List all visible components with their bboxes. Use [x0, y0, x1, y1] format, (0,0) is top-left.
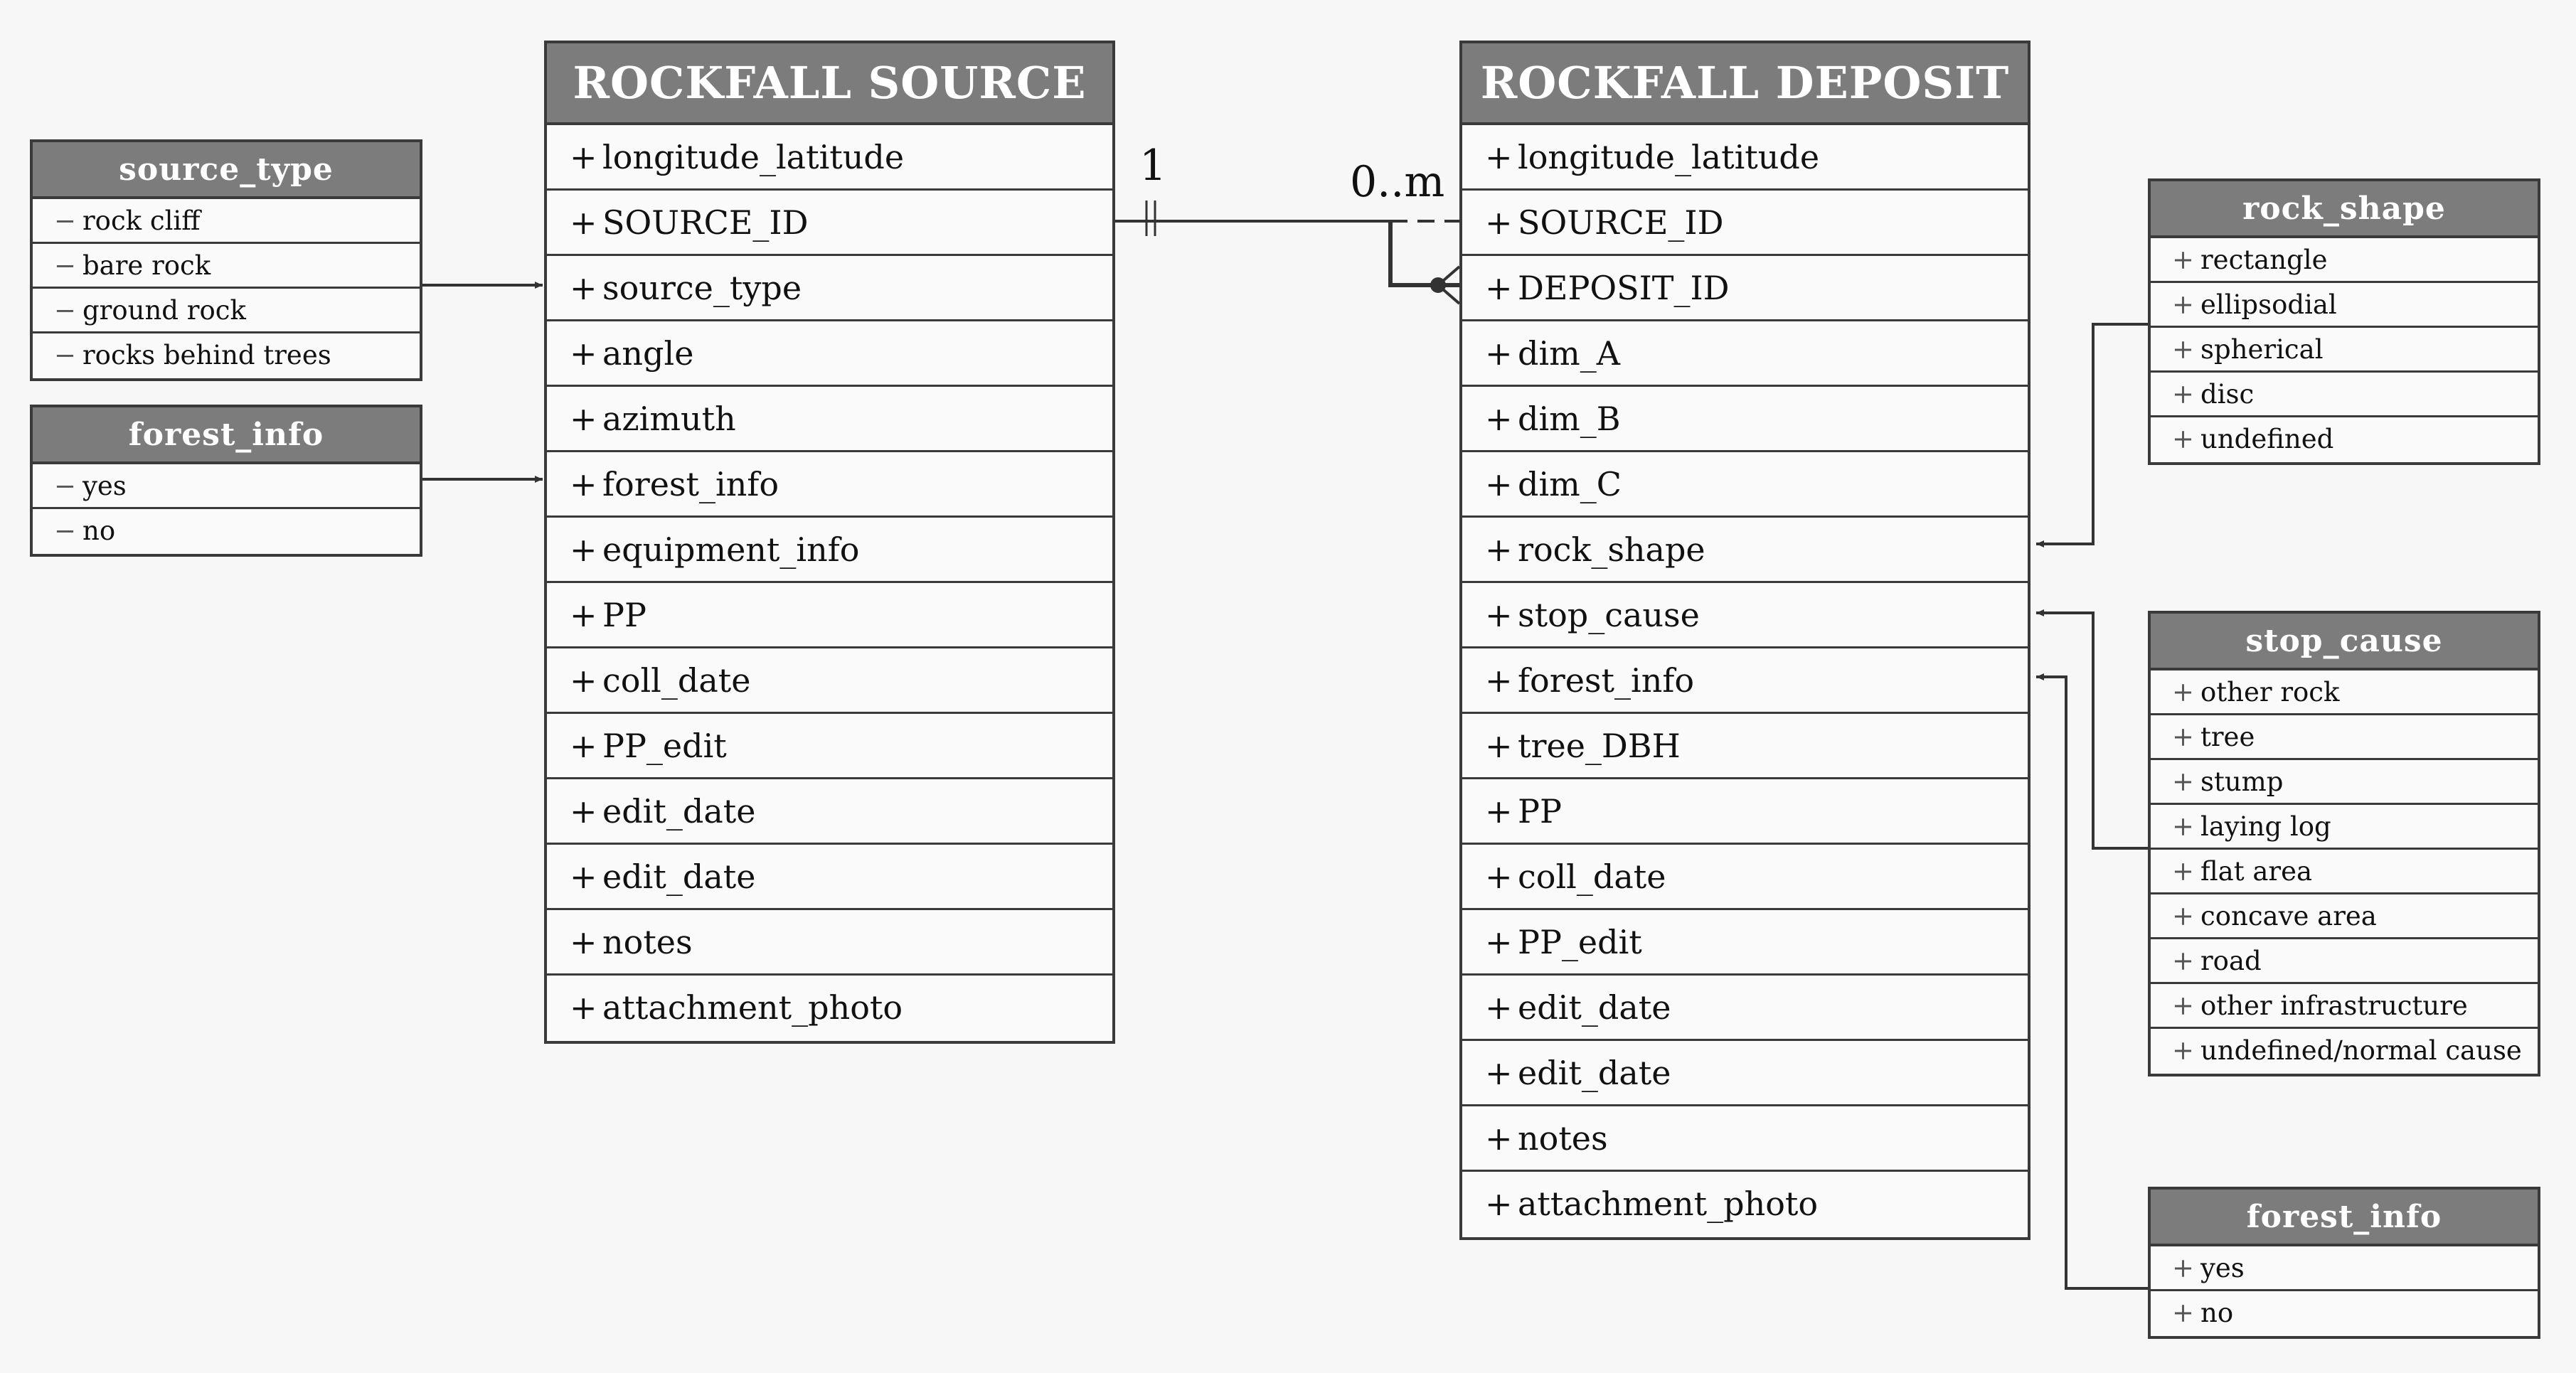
plus-marker: + [2172, 811, 2195, 842]
field-row [1462, 976, 2028, 1041]
field-label: DEPOSIT_ID [1518, 269, 1730, 307]
field-row [1462, 714, 2028, 779]
plus-marker: + [570, 792, 597, 830]
field-label: rocks behind trees [83, 340, 331, 370]
field-label: PP_edit [1518, 923, 1642, 961]
field-row [2151, 760, 2538, 805]
field-label: dim_C [1518, 465, 1622, 503]
plus-marker: + [570, 858, 597, 896]
plus-marker: + [2172, 946, 2195, 976]
forest-info-right-table [2148, 1187, 2540, 1339]
field-label: road [2200, 946, 2262, 976]
plus-marker: + [2172, 245, 2195, 275]
field-row [547, 321, 1112, 387]
plus-marker: + [2172, 424, 2195, 454]
plus-marker: + [1485, 1185, 1513, 1223]
rock-shape-title: rock_shape [2151, 181, 2538, 238]
plus-marker: + [1485, 1054, 1513, 1092]
field-label: edit_date [602, 792, 756, 830]
field-label: no [2200, 1298, 2234, 1328]
field-row [547, 387, 1112, 452]
field-label: edit_date [602, 858, 756, 896]
field-label: equipment_info [602, 530, 860, 569]
field-label: rock cliff [83, 205, 201, 236]
plus-marker: + [2172, 289, 2195, 320]
field-label: tree [2200, 722, 2255, 752]
field-row [2151, 1029, 2538, 1074]
plus-marker: + [570, 334, 597, 373]
forest-info-left-table [30, 405, 422, 557]
one-cardinality-label: 1 [1139, 141, 1167, 191]
plus-marker: + [570, 138, 597, 176]
minus-marker: − [54, 205, 77, 236]
field-label: angle [602, 334, 694, 373]
field-row [2151, 373, 2538, 417]
field-row [1462, 256, 2028, 321]
crows-foot-dot [1430, 277, 1446, 293]
field-row [2151, 715, 2538, 760]
field-row [2151, 238, 2538, 283]
field-row [33, 509, 420, 554]
plus-marker: + [570, 400, 597, 438]
rockfall-source-table [544, 41, 1115, 1044]
source-type-table [30, 139, 422, 381]
field-row [2151, 939, 2538, 984]
minus-marker: − [54, 515, 77, 546]
plus-marker: + [570, 988, 597, 1027]
field-label: stop_cause [1518, 596, 1700, 634]
field-label: concave area [2200, 901, 2377, 931]
rockfall-source-title: ROCKFALL SOURCE [547, 43, 1112, 125]
field-label: dim_A [1518, 334, 1620, 373]
field-label: flat area [2200, 856, 2313, 887]
rock-shape-items [2151, 238, 2538, 462]
field-row [547, 125, 1112, 191]
field-label: other infrastructure [2200, 990, 2468, 1021]
field-label: rock_shape [1518, 530, 1705, 569]
field-row [547, 256, 1112, 321]
field-row [547, 845, 1112, 910]
minus-marker: − [54, 250, 77, 281]
plus-marker: + [2172, 722, 2195, 752]
rockfall-deposit-title: ROCKFALL DEPOSIT [1462, 43, 2028, 125]
plus-marker: + [570, 465, 597, 503]
source-type-title: source_type [33, 142, 420, 199]
stop-cause-items [2151, 671, 2538, 1074]
field-label: forest_info [602, 465, 779, 503]
plus-marker: + [2172, 334, 2195, 365]
field-row [1462, 125, 2028, 191]
field-row [547, 779, 1112, 845]
field-row [547, 452, 1112, 518]
field-row [1462, 1172, 2028, 1237]
field-label: ellipsodial [2200, 289, 2337, 320]
field-label: bare rock [83, 250, 211, 281]
field-row [547, 910, 1112, 976]
plus-marker: + [1485, 727, 1513, 765]
plus-marker: + [1485, 596, 1513, 634]
plus-marker: + [570, 530, 597, 569]
minus-marker: − [54, 295, 77, 326]
stop-cause-table [2148, 611, 2540, 1077]
plus-marker: + [1485, 661, 1513, 700]
field-row [1462, 191, 2028, 256]
field-row [1462, 452, 2028, 518]
rockfall-deposit-table [1459, 41, 2031, 1240]
connector-stop-cause [2036, 613, 2149, 848]
field-row [2151, 671, 2538, 715]
forest-info-right-title: forest_info [2151, 1190, 2538, 1246]
field-label: PP [1518, 792, 1562, 830]
field-label: stump [2200, 766, 2284, 797]
field-row [33, 199, 420, 244]
field-label: ground rock [83, 295, 246, 326]
field-row [547, 191, 1112, 256]
plus-marker: + [1485, 400, 1513, 438]
plus-marker: + [1485, 138, 1513, 176]
field-row [2151, 417, 2538, 462]
field-row [33, 289, 420, 333]
field-label: attachment_photo [1518, 1185, 1819, 1223]
plus-marker: + [1485, 334, 1513, 373]
field-label: edit_date [1518, 988, 1671, 1027]
field-row [1462, 910, 2028, 976]
field-row [33, 464, 420, 509]
field-label: notes [602, 923, 693, 961]
field-label: yes [83, 471, 127, 501]
plus-marker: + [570, 269, 597, 307]
plus-marker: + [1485, 203, 1513, 242]
field-label: other rock [2200, 677, 2340, 707]
connector-rock-shape [2036, 324, 2149, 544]
plus-marker: + [2172, 990, 2195, 1021]
field-label: azimuth [602, 400, 736, 438]
plus-marker: + [1485, 988, 1513, 1027]
field-label: SOURCE_ID [1518, 203, 1724, 242]
field-row [1462, 321, 2028, 387]
plus-marker: + [570, 203, 597, 242]
field-label: yes [2200, 1253, 2245, 1283]
field-label: no [83, 515, 116, 546]
field-row [547, 976, 1112, 1041]
plus-marker: + [1485, 465, 1513, 503]
field-label: coll_date [1518, 858, 1666, 896]
field-row [1462, 779, 2028, 845]
many-cardinality-label: 0..m [1350, 157, 1445, 207]
field-label: PP_edit [602, 727, 727, 765]
plus-marker: + [570, 727, 597, 765]
field-row [2151, 894, 2538, 939]
rockfall-deposit-fields [1462, 125, 2028, 1237]
stop-cause-title: stop_cause [2151, 614, 2538, 671]
field-row [547, 518, 1112, 583]
field-label: undefined [2200, 424, 2334, 454]
field-label: laying log [2200, 811, 2331, 842]
field-label: notes [1518, 1119, 1608, 1158]
plus-marker: + [570, 661, 597, 700]
source-type-items [33, 199, 420, 378]
field-label: tree_DBH [1518, 727, 1681, 765]
field-row [1462, 845, 2028, 910]
field-row [2151, 1291, 2538, 1336]
plus-marker: + [1485, 269, 1513, 307]
field-label: disc [2200, 379, 2255, 410]
plus-marker: + [2172, 1035, 2195, 1066]
field-row [1462, 583, 2028, 648]
plus-marker: + [1485, 1119, 1513, 1158]
plus-marker: + [2172, 856, 2195, 887]
forest-info-left-items [33, 464, 420, 554]
field-row [547, 583, 1112, 648]
field-label: attachment_photo [602, 988, 903, 1027]
field-label: PP [602, 596, 646, 634]
field-label: longitude_latitude [602, 138, 905, 176]
field-row [547, 648, 1112, 714]
field-row [2151, 805, 2538, 850]
field-label: spherical [2200, 334, 2324, 365]
field-label: rectangle [2200, 245, 2328, 275]
field-row [1462, 1106, 2028, 1172]
plus-marker: + [2172, 766, 2195, 797]
field-row [547, 714, 1112, 779]
field-label: dim_B [1518, 400, 1621, 438]
field-row [1462, 518, 2028, 583]
plus-marker: + [2172, 1253, 2195, 1283]
plus-marker: + [2172, 677, 2195, 707]
forest-info-right-items [2151, 1246, 2538, 1336]
plus-marker: + [2172, 1298, 2195, 1328]
plus-marker: + [1485, 530, 1513, 569]
field-row [1462, 387, 2028, 452]
rock-shape-table [2148, 178, 2540, 465]
field-row [2151, 1246, 2538, 1291]
field-row [2151, 984, 2538, 1029]
field-label: undefined/normal cause [2200, 1035, 2522, 1066]
field-label: forest_info [1518, 661, 1695, 700]
plus-marker: + [2172, 379, 2195, 410]
field-label: edit_date [1518, 1054, 1671, 1092]
rockfall-source-fields [547, 125, 1112, 1041]
forest-info-left-title: forest_info [33, 407, 420, 464]
plus-marker: + [570, 596, 597, 634]
field-row [33, 333, 420, 378]
field-row [33, 244, 420, 289]
field-row [2151, 850, 2538, 894]
field-row [1462, 648, 2028, 714]
plus-marker: + [2172, 901, 2195, 931]
field-label: coll_date [602, 661, 751, 700]
plus-marker: + [1485, 923, 1513, 961]
field-label: source_type [602, 269, 802, 307]
field-row [2151, 328, 2538, 373]
plus-marker: + [570, 923, 597, 961]
field-row [2151, 283, 2538, 328]
plus-marker: + [1485, 858, 1513, 896]
field-label: SOURCE_ID [602, 203, 809, 242]
field-label: longitude_latitude [1518, 138, 1820, 176]
minus-marker: − [54, 340, 77, 370]
field-row [1462, 1041, 2028, 1106]
minus-marker: − [54, 471, 77, 501]
plus-marker: + [1485, 792, 1513, 830]
